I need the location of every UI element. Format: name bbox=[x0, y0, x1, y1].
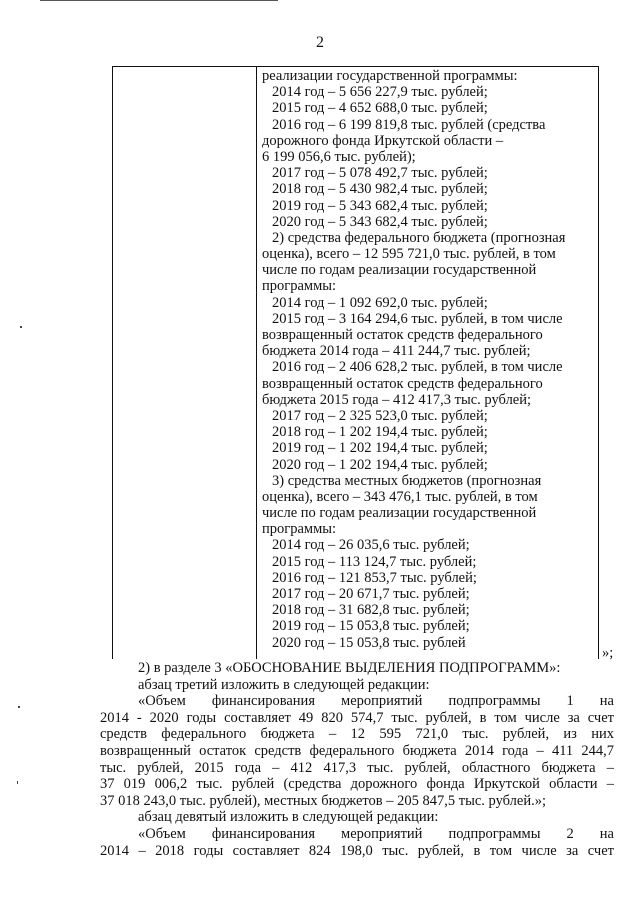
table-cell-line: числе по годам реализации государственной bbox=[262, 262, 537, 279]
table-cell-line: 2015 год – 4 652 688,0 тыс. рублей; bbox=[272, 100, 488, 117]
table-cell-line: 2016 год – 6 199 819,8 тыс. рублей (средства bbox=[272, 116, 546, 133]
table-cell-line: 2014 год – 26 035,6 тыс. рублей; bbox=[272, 537, 470, 554]
table-cell-line: бюджета 2014 года – 411 244,7 тыс. рублей; bbox=[262, 343, 531, 360]
table-cell-line: 2014 год – 5 656 227,9 тыс. рублей; bbox=[272, 84, 488, 101]
table-cell-line: числе по годам реализации государственной bbox=[262, 505, 537, 522]
table-cell-line: 2015 год – 113 124,7 тыс. рублей; bbox=[272, 553, 477, 570]
paragraph-line: возвращенный остаток средств федерального бюджета 2014 года – 411 244,7 bbox=[100, 742, 614, 759]
table-cell-line: программы: bbox=[262, 278, 337, 295]
paragraph-line: 2014 - 2020 годы составляет 49 820 574,7 тыс. рублей, в том числе за счет bbox=[100, 709, 614, 726]
paragraph-line: 2) в разделе 3 «ОБОСНОВАНИЕ ВЫДЕЛЕНИЯ ПОДПРОГРАММ»: bbox=[138, 660, 561, 676]
table-cell-line: 2016 год – 121 853,7 тыс. рублей; bbox=[272, 569, 477, 586]
scan-speck bbox=[17, 781, 18, 784]
table-cell-line: 2015 год – 3 164 294,6 тыс. рублей, в том числе bbox=[272, 310, 563, 327]
table-cell-line: 3) средства местных бюджетов (прогнозная bbox=[272, 472, 542, 489]
paragraph-line: 37 018 243,0 тыс. рублей), местных бюджетов – 205 847,5 тыс. рублей.»; bbox=[100, 792, 546, 809]
table-cell-line: 2018 год – 5 430 982,4 тыс. рублей; bbox=[272, 181, 488, 198]
table-cell-line: 2017 год – 2 325 523,0 тыс. рублей; bbox=[272, 407, 488, 424]
table-cell-line: оценка), всего – 343 476,1 тыс. рублей, в том bbox=[262, 488, 538, 505]
body-text bbox=[100, 660, 614, 859]
table-cell-line: 2017 год – 5 078 492,7 тыс. рублей; bbox=[272, 165, 488, 182]
table-column-divider bbox=[256, 67, 257, 659]
paragraph-line: средств федерального бюджета – 12 595 721,0 тыс. рублей, из них bbox=[100, 726, 614, 743]
top-rule bbox=[40, 0, 278, 1]
table-cell-line: 2018 год – 31 682,8 тыс. рублей; bbox=[272, 602, 470, 619]
paragraph-line: абзац третий изложить в следующей редакции: bbox=[138, 676, 430, 693]
closing-quote: »; bbox=[602, 645, 614, 661]
paragraph-line: абзац девятый изложить в следующей редакции: bbox=[138, 809, 439, 826]
table-cell-line: 2016 год – 2 406 628,2 тыс. рублей, в том числе bbox=[272, 359, 563, 376]
table-cell-line: 6 199 056,6 тыс. рублей); bbox=[262, 148, 416, 165]
table-cell-line: 2017 год – 20 671,7 тыс. рублей; bbox=[272, 586, 470, 602]
table-cell-line: программы: bbox=[262, 521, 337, 538]
table-cell-line: 2014 год – 1 092 692,0 тыс. рублей; bbox=[272, 294, 488, 311]
table-cell-line: оценка), всего – 12 595 721,0 тыс. рублей, в том bbox=[262, 246, 556, 263]
paragraph-line: тыс. рублей, 2015 года – 412 417,3 тыс. рублей, областного бюджета – bbox=[100, 759, 614, 776]
page-number: 2 bbox=[316, 34, 324, 51]
table-cell-line: 2019 год – 15 053,8 тыс. рублей; bbox=[272, 618, 470, 635]
scan-speck bbox=[18, 706, 20, 708]
table-cell-line: 2) средства федерального бюджета (прогнозная bbox=[272, 229, 566, 246]
table-right-cell bbox=[262, 68, 590, 651]
table-cell-line: 2020 год – 1 202 194,4 тыс. рублей; bbox=[272, 456, 488, 473]
table-cell-line: реализации государственной программы: bbox=[262, 68, 518, 84]
table-cell-line: 2019 год – 1 202 194,4 тыс. рублей; bbox=[272, 440, 488, 457]
table-cell-line: 2018 год – 1 202 194,4 тыс. рублей; bbox=[272, 424, 488, 441]
paragraph-line: 37 019 006,2 тыс. рублей (средства дорожного фонда Иркутской области – bbox=[100, 776, 614, 793]
table-cell-line: возвращенный остаток средств федерального bbox=[262, 327, 543, 343]
table-cell-line: 2020 год – 5 343 682,4 тыс. рублей; bbox=[272, 213, 488, 230]
scan-speck bbox=[20, 326, 22, 328]
table-cell-line: 2019 год – 5 343 682,4 тыс. рублей; bbox=[272, 197, 488, 214]
table-cell-line: возвращенный остаток средств федерального bbox=[262, 375, 543, 392]
paragraph-line: «Объем финансирования мероприятий подпрограммы 2 на bbox=[138, 825, 614, 842]
paragraph-line: «Объем финансирования мероприятий подпрограммы 1 на bbox=[138, 693, 614, 710]
passport-table bbox=[112, 66, 599, 659]
table-cell-line: бюджета 2015 года – 412 417,3 тыс. рублей; bbox=[262, 391, 532, 408]
paragraph-line: 2014 – 2018 годы составляет 824 198,0 тыс. рублей, в том числе за счет bbox=[100, 842, 614, 859]
table-cell-line: 2020 год – 15 053,8 тыс. рублей bbox=[272, 634, 466, 651]
table-cell-line: дорожного фонда Иркутской области – bbox=[262, 132, 504, 149]
